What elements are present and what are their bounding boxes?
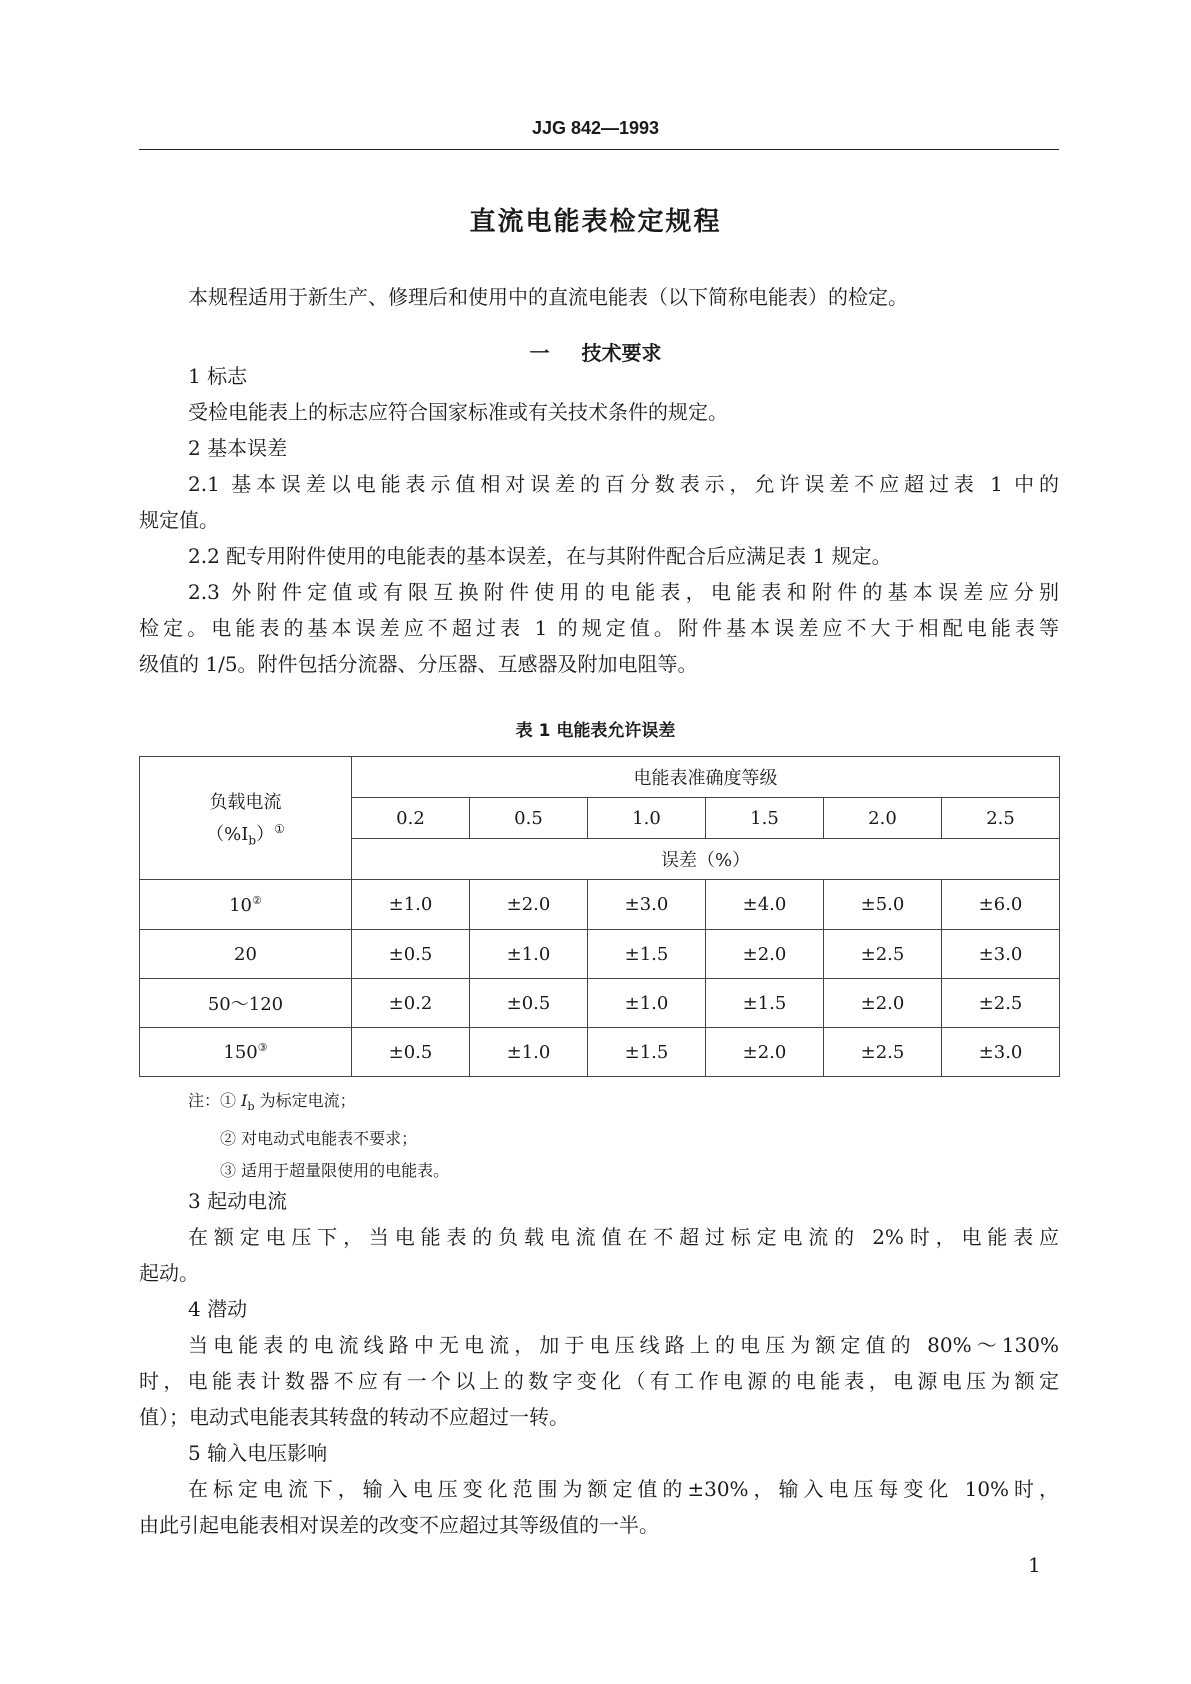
section-number: 一: [529, 341, 550, 365]
load-cell: 50～120: [140, 979, 352, 1028]
note-3: ③ 适用于超量限使用的电能表。: [220, 1161, 450, 1181]
clause-2-3-line2: 检定。电能表的基本误差应不超过表 1 的规定值。附件基本误差应不大于相配电能表等: [139, 616, 1059, 640]
clause-1-text: 受检电能表上的标志应符合国家标准或有关技术条件的规定。: [188, 400, 728, 424]
load-cell: 20: [140, 930, 352, 979]
error-cell: ±4.0: [706, 880, 824, 930]
error-cell: ±1.0: [352, 880, 470, 930]
clause-5-line1: 在标定电流下，输入电压变化范围为额定值的±30%，输入电压每变化 10%时，: [188, 1477, 1059, 1501]
error-cell: ±1.0: [470, 1028, 588, 1077]
error-cell: ±3.0: [588, 880, 706, 930]
intro-paragraph: 本规程适用于新生产、修理后和使用中的直流电能表（以下简称电能表）的检定。: [188, 285, 908, 309]
clause-2-title: 2 基本误差: [188, 436, 288, 460]
error-cell: ±5.0: [824, 880, 942, 930]
clause-4-title: 4 潜动: [188, 1297, 248, 1321]
clauses-part-a: [139, 358, 1059, 682]
table-row: [140, 930, 1060, 979]
table-row: [140, 880, 1060, 930]
error-cell: ±3.0: [942, 1028, 1060, 1077]
error-cell: ±2.5: [824, 1028, 942, 1077]
note-2: ② 对电动式电能表不要求；: [220, 1129, 418, 1149]
class-cell: 0.5: [470, 798, 588, 839]
load-current-label: 负载电流: [209, 792, 282, 814]
table-row: [140, 979, 1060, 1028]
error-cell: ±2.0: [824, 979, 942, 1028]
error-cell: ±0.5: [470, 979, 588, 1028]
page-number: 1: [1028, 1553, 1041, 1577]
load-current-unit: $(\%I_b)^①$: [206, 822, 285, 848]
header-divider: [139, 149, 1059, 150]
table-row: [140, 1028, 1060, 1077]
clause-5-line2: 由此引起电能表相对误差的改变不应超过其等级值的一半。: [139, 1513, 659, 1537]
error-cell: ±3.0: [942, 930, 1060, 979]
load-cell: 10②: [140, 880, 352, 930]
class-cell: 1.0: [588, 798, 706, 839]
class-cell: 2.5: [942, 798, 1060, 839]
error-cell: ±2.0: [706, 1028, 824, 1077]
clause-1-title: 1 标志: [188, 364, 248, 388]
clause-2-3-line3: 级值的 1/5。附件包括分流器、分压器、互感器及附加电阻等。: [139, 652, 698, 676]
error-cell: ±0.5: [352, 1028, 470, 1077]
table-notes: [188, 1085, 449, 1187]
error-cell: ±2.0: [470, 880, 588, 930]
note-1: 注：① $I_b$ 为标定电流；: [188, 1091, 356, 1114]
section-title: 技术要求: [581, 341, 662, 365]
error-cell: ±1.0: [588, 979, 706, 1028]
error-cell: ±0.2: [352, 979, 470, 1028]
error-cell: ±0.5: [352, 930, 470, 979]
load-current-header: [140, 757, 352, 880]
clause-3-line1: 在额定电压下，当电能表的负载电流值在不超过标定电流的 2%时，电能表应: [188, 1225, 1059, 1249]
clauses-part-b: [139, 1183, 1059, 1543]
error-cell: ±1.0: [470, 930, 588, 979]
error-table: [139, 756, 1060, 1077]
error-percent-header: 误差（%）: [352, 839, 1060, 880]
error-cell: ±6.0: [942, 880, 1060, 930]
clause-2-1-line1: 2.1 基本误差以电能表示值相对误差的百分数表示，允许误差不应超过表 1 中的: [188, 472, 1059, 496]
error-cell: ±1.5: [706, 979, 824, 1028]
clause-4-line1: 当电能表的电流线路中无电流，加于电压线路上的电压为额定值的 80%～130%: [188, 1333, 1059, 1357]
error-cell: ±1.5: [588, 1028, 706, 1077]
class-cell: 1.5: [706, 798, 824, 839]
table-1-caption: 表 1 电能表允许误差: [515, 721, 676, 741]
clause-3-title: 3 起动电流: [188, 1189, 288, 1213]
class-cell: 0.2: [352, 798, 470, 839]
clause-4-line2: 时，电能表计数器不应有一个以上的数字变化（有工作电源的电能表，电源电压为额定: [139, 1369, 1059, 1393]
error-cell: ±2.5: [942, 979, 1060, 1028]
error-cell: ±2.5: [824, 930, 942, 979]
clause-5-title: 5 输入电压影响: [188, 1441, 328, 1465]
clause-2-3-line1: 2.3 外附件定值或有限互换附件使用的电能表，电能表和附件的基本误差应分别: [188, 580, 1059, 604]
clause-4-line3: 值）；电动式电能表其转盘的转动不应超过一转。: [139, 1405, 569, 1429]
accuracy-class-header: 电能表准确度等级: [352, 757, 1060, 798]
class-cell: 2.0: [824, 798, 942, 839]
page-title: 直流电能表检定规程: [469, 207, 722, 237]
error-cell: ±2.0: [706, 930, 824, 979]
clause-2-2: 2.2 配专用附件使用的电能表的基本误差，在与其附件配合后应满足表 1 规定。: [188, 544, 892, 568]
clause-3-line2: 起动。: [139, 1261, 199, 1285]
clause-2-1-line2: 规定值。: [139, 508, 219, 532]
document-code-header: JJG 842—1993: [531, 118, 660, 138]
load-cell: 150③: [140, 1028, 352, 1077]
error-cell: ±1.5: [588, 930, 706, 979]
